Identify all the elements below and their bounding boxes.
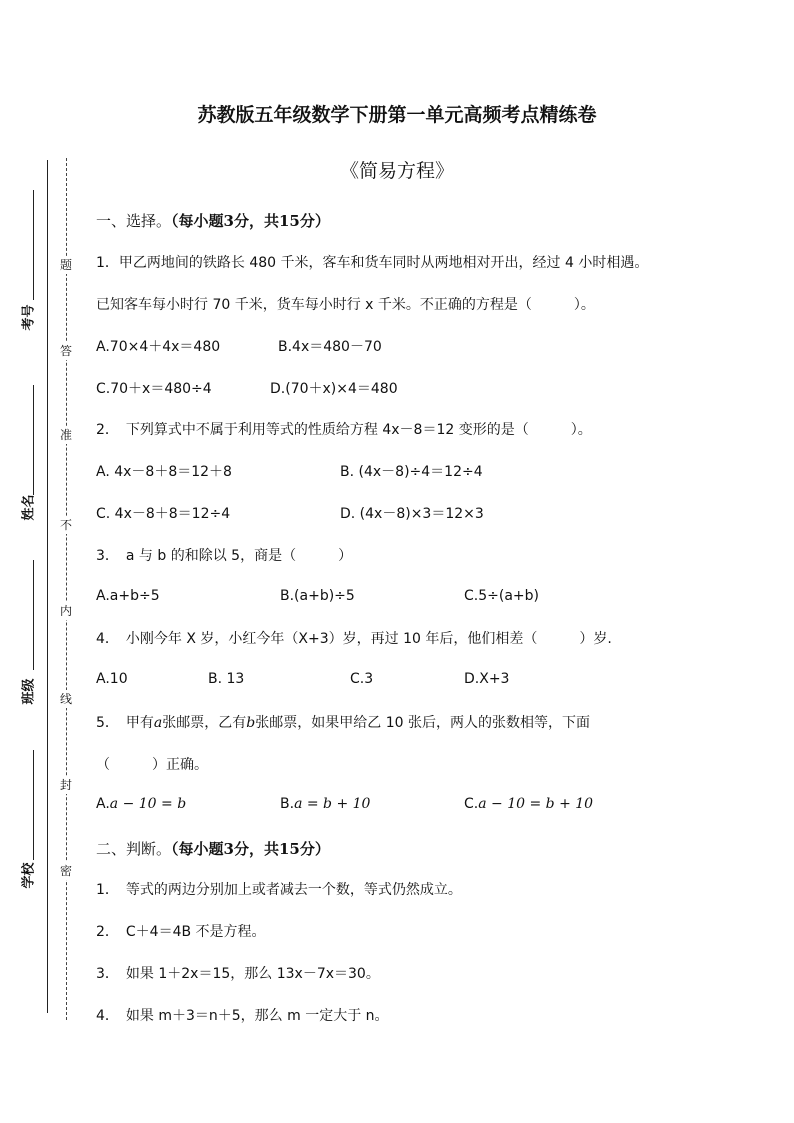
judge-item-3: 3． 如果 1＋2x＝15，那么 13x－7x＝30。 [96, 966, 380, 982]
seal-char: 准 [57, 426, 75, 444]
option-b: B.4x＝480－70 [278, 339, 382, 355]
q5-var-a: a [153, 715, 163, 731]
section-points: （每小题3分，共15分） [171, 212, 330, 230]
option-d: D.X+3 [464, 671, 510, 687]
seal-char: 密 [57, 862, 75, 880]
question-5-line-1 [96, 712, 590, 732]
page-title: 苏教版五年级数学下册第一单元高频考点精练卷 [197, 104, 597, 126]
exam-number-label: 考号 [21, 304, 37, 331]
judge-item-1: 1． 等式的两边分别加上或者减去一个数，等式仍然成立。 [96, 882, 462, 898]
seal-char: 封 [57, 776, 75, 794]
judge-item-4: 4． 如果 m＋3＝n＋5，那么 m 一定大于 n。 [96, 1008, 389, 1024]
section-points: （每小题3分，共15分） [171, 840, 330, 858]
option-d: D.(70＋x)×4＝480 [270, 381, 398, 397]
option-prefix: A. [96, 796, 110, 812]
q5-text-part: 张邮票，如果甲给乙 10 张后，两人的张数相等，下面 [255, 715, 590, 731]
judge-item-2: 2． C＋4＝4B 不是方程。 [96, 924, 266, 940]
question-1-line-1: 1．甲乙两地间的铁路长 480 千米，客车和货车同时从两地相对开出，经过 4 小时相遇。 [96, 255, 649, 271]
section-heading [96, 210, 330, 231]
question-4-line: 4． 小刚今年 X 岁，小红今年（X+3）岁，再过 10 年后，他们相差（ ）岁. [96, 631, 612, 647]
option-b: B.(a+b)÷5 [280, 588, 355, 604]
margin-solid-line [47, 160, 48, 1013]
question-5-line-2: （ ）正确。 [96, 757, 208, 773]
seal-char: 内 [57, 602, 75, 620]
option-a: A.10 [96, 671, 128, 687]
seal-char: 题 [57, 256, 75, 274]
q5-text-part: 5． 甲有 [96, 715, 154, 731]
option-b: B. 13 [208, 671, 245, 687]
option-c: C. 4x－8＋8＝12÷4 [96, 506, 231, 522]
option-expression: a = b + 10 [294, 796, 371, 812]
margin-dashed-line [66, 158, 67, 1020]
question-2-line: 2． 下列算式中不属于利用等式的性质给方程 4x－8＝12 变形的是（ ）。 [96, 422, 592, 438]
option-b: B. (4x－8)÷4＝12÷4 [340, 464, 483, 480]
option-a: A.70×4＋4x＝480 [96, 339, 221, 355]
option-a: A.a+b÷5 [96, 588, 160, 604]
option-prefix: C. [464, 796, 479, 812]
option-b [280, 796, 370, 812]
seal-char: 答 [57, 342, 75, 360]
q5-text-part: 张邮票，乙有 [162, 715, 247, 731]
option-expression: a − 10 = b + 10 [478, 796, 594, 812]
exam-number-line [33, 190, 34, 300]
name-label: 姓名 [21, 494, 37, 521]
section-heading-text: 一、选择。 [96, 212, 172, 230]
page-subtitle: 《简易方程》 [339, 160, 454, 182]
option-c [464, 796, 593, 812]
option-expression: a − 10 = b [109, 796, 187, 812]
name-line [33, 385, 34, 495]
option-a [96, 796, 186, 812]
q5-var-b: b [246, 715, 256, 731]
seal-char: 线 [57, 690, 75, 708]
option-d: D. (4x－8)×3＝12×3 [340, 506, 484, 522]
school-label: 学校 [21, 862, 37, 889]
class-line [33, 560, 34, 670]
option-c: C.5÷(a+b) [464, 588, 539, 604]
section-heading-text: 二、判断。 [96, 840, 172, 858]
option-c: C.70＋x＝480÷4 [96, 381, 212, 397]
question-1-line-2: 已知客车每小时行 70 千米，货车每小时行 x 千米。不正确的方程是（ ）。 [96, 297, 595, 313]
school-line [33, 750, 34, 860]
option-c: C.3 [350, 671, 374, 687]
section-heading [96, 838, 330, 859]
option-prefix: B. [280, 796, 295, 812]
option-a: A. 4x－8＋8＝12＋8 [96, 464, 232, 480]
question-3-line: 3． a 与 b 的和除以 5，商是（ ） [96, 548, 353, 564]
class-label: 班级 [21, 678, 37, 705]
seal-char: 不 [57, 516, 75, 534]
